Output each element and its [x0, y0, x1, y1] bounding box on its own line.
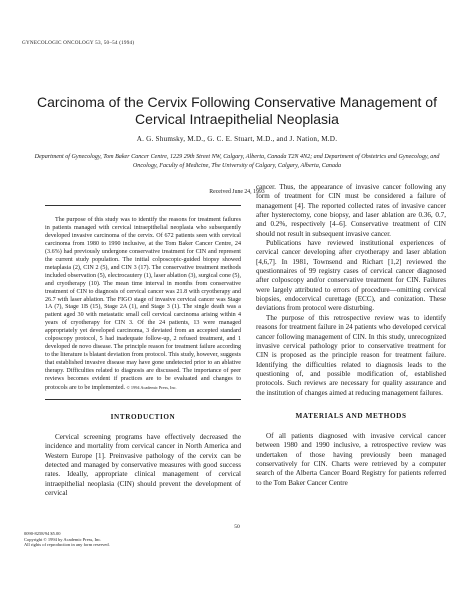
abstract: [45, 217, 241, 393]
left-column: [45, 217, 241, 498]
body-paragraph-2: Publications have reviewed institutional experiences of cervical cancer developing after cryotherapy and laser ablation [4,6,7]. In 1981, Townsend and Richart [1,2] reviewed the questionnaires of 99 registry cases of cervical cancer diagnosed after colposcopy and/or conservative treatment for CIN. Failures were largely attributed to errors of procedure—omitting cervical biopsies, endocervical curettage (ECC), and conization. These deviations from protocol were disturbing.: [256, 239, 446, 313]
methods-heading: MATERIALS AND METHODS: [295, 411, 407, 420]
abstract-top-rule: [45, 205, 241, 206]
right-column: [256, 183, 446, 488]
author-affiliation: Department of Gynecology, Tom Baker Cancer Centre, 1229 29th Street NW, Calgary, Alberta, Canada T2N 4N2; and Department of Obstetrics and Gynecology, and Oncology, Faculty of Medicine, The University of Calgary, Calgary, Alberta, Canada: [34, 154, 440, 169]
footer-rights-line: All rights of reproduction in any form reserved.: [24, 542, 110, 548]
running-head: GYNECOLOGIC ONCOLOGY 53, 50–54 (1994): [22, 40, 135, 46]
article-title: Carcinoma of the Cervix Following Conservative Management of Cervical Intraepithelial Neoplasia: [37, 94, 437, 127]
footer-price-line: 0090-8258/94 $5.00: [24, 531, 61, 536]
copyright-footer: [24, 531, 174, 548]
abstract-text: The purpose of this study was to identify the reasons for treatment failures in patients managed with cervical intraepithelial neoplasia who subsequently developed invasive carcinoma of the cervix. Of 672 patients seen with cervical carcinoma from 1980 to 1990 inclusive, at the Tom Baker Cancer Centre, 24 (3.6%) had previously undergone conservative treatment for CIN and represent the current study population. The initial colposcopic-guided biopsy showed metaplasia (2), CIN 2 (5), and CIN 3 (17). The conservative treatment methods included observation (5), electrocautery (1), laser ablation (3), surgical cone (5), and cryotherapy (10). The mean time interval in months from conservative treatment of CIN to diagnosis of cervical cancer was 21.8 with cryotherapy and 26.7 with laser ablation. The FIGO stage of invasive cervical cancer was Stage 1A (7), Stage 1B (15), Stage 2A (1), and Stage 3 (1). The single death was a patient aged 30 with metastatic small cell cervical carcinoma arising within 4 years of cryotherapy for CIN 3. Of the 24 patients, 13 were managed appropriately yet developed carcinoma, 3 deviated from an accepted standard colposcopy protocol, 5 had inadequate follow-up, 2 refused treatment, and 1 developed de novo disease. The principle reason for treatment failure according to the literature is blatant deviation from protocol. This study, however, suggests that established invasive disease may have gone undetected prior to an ablative therapy. Difficulties related to diagnosis are discussed. The importance of peer reviews becomes evident if practices are to be evaluated and changes to protocols are to be implemented.: [45, 217, 241, 392]
page-number: 50: [234, 524, 240, 530]
received-date: Received June 24, 1993: [209, 189, 265, 195]
introduction-heading: INTRODUCTION: [110, 412, 176, 421]
abstract-copyright: © 1994 Academic Press, Inc.: [126, 385, 177, 391]
body-paragraph-1: cancer. Thus, the appearance of invasive cancer following any form of treatment for CIN must be considered a failure of management [4]. The reported collected rates of invasive cancer after hysterectomy, cone biopsy, and laser ablation are 0.36, 0.7, and 0.2%, respectively [4–6]. Conservative treatment of CIN should not result in subsequent invasive cancer.: [256, 183, 446, 238]
author-list: A. G. Shumsky, M.D., G. C. E. Stuart, M.D., and J. Nation, M.D.: [136, 135, 338, 143]
body-paragraph-3: The purpose of this retrospective review was to identify reasons for treatment failure in 24 patients who developed cervical cancer following management of CIN. In this study, unrecognized invasive cervical pathology prior to conservative treatment for CIN is proposed as the principle reason for treatment failure. Identifying the difficulties related to diagnosis leads to the questioning of, and possible modification of, established protocols. Such reviews are necessary for quality assurance and the institution of changes aimed at reducing management failures.: [256, 313, 446, 397]
methods-paragraph: Of all patients diagnosed with invasive cervical cancer between 1980 and 1990 inclusive, a retrospective review was undertaken of those having previously been managed conservatively for CIN. Charts were retrieved by a computer search of the Alberta Cancer Board Registry for patients referred to the Tom Baker Cancer Centre: [256, 431, 446, 487]
abstract-bottom-rule: [45, 399, 241, 400]
footer-copyright-line: Copyright © 1994 by Academic Press, Inc.: [24, 536, 102, 542]
introduction-paragraph: Cervical screening programs have effectively decreased the incidence and mortality from cervical cancer in North America and Western Europe [1]. Preinvasive pathology of the cervix can be detected and managed by conservative measures with good success rates. Ideally, appropriate clinical management of cervical intraepithelial neoplasia (CIN) should prevent the development of cervical: [45, 432, 241, 498]
